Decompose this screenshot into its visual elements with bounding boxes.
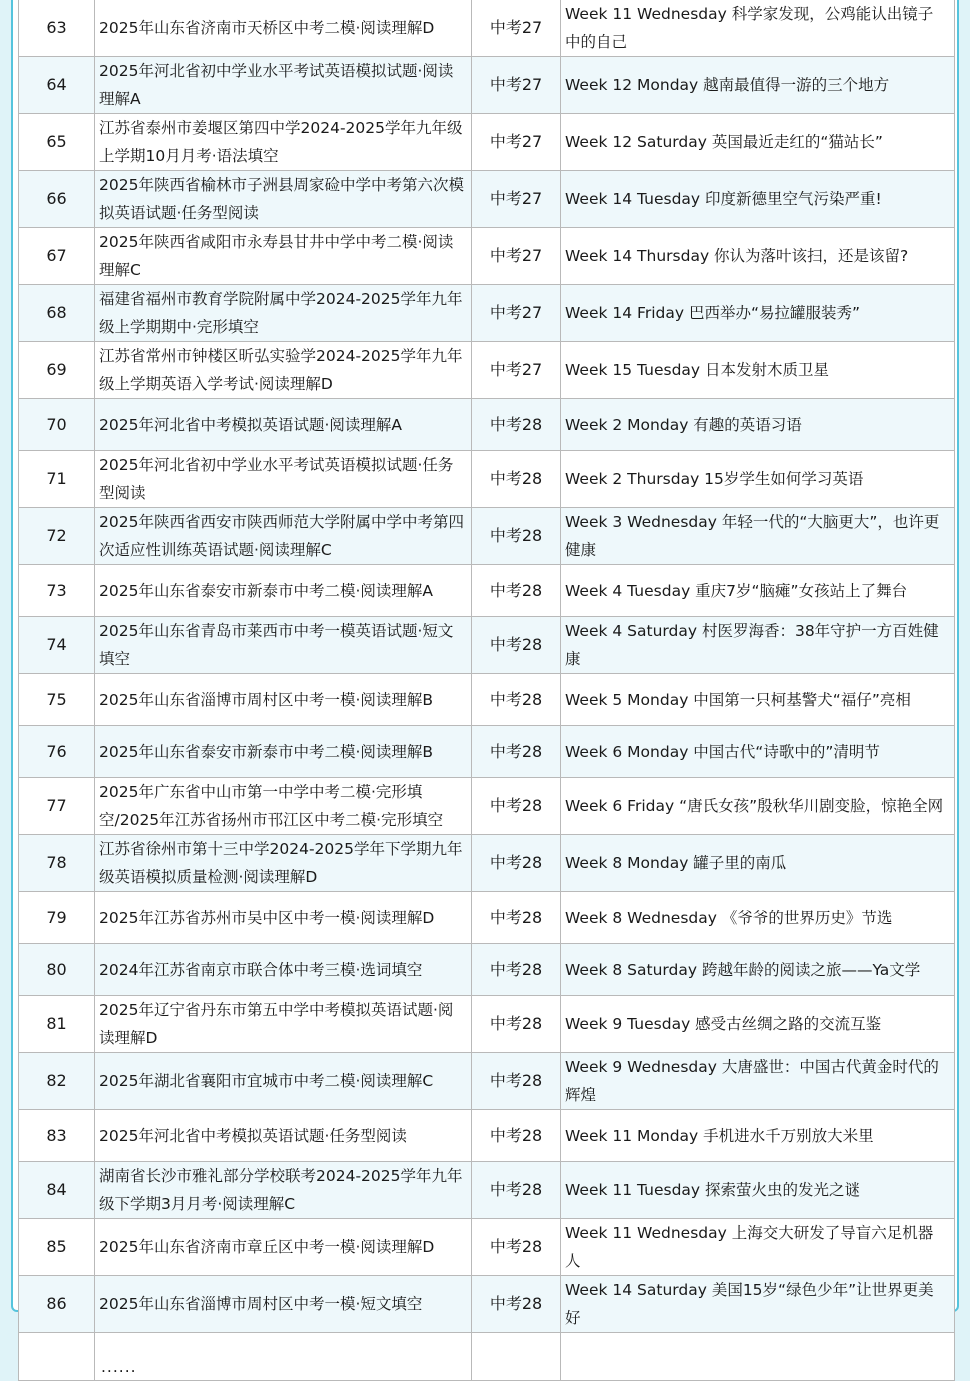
- table-row: [19, 1162, 955, 1219]
- row-week-topic: Week 9 Wednesday 大唐盛世：中国古代黄金时代的辉煌: [561, 1053, 955, 1110]
- row-grade: 中考28: [472, 674, 561, 726]
- table-row: [19, 944, 955, 996]
- row-grade: 中考28: [472, 835, 561, 892]
- row-source: 2025年陕西省榆林市子洲县周家硷中学中考第六次模拟英语试题·任务型阅读: [95, 171, 472, 228]
- row-number: 86: [19, 1276, 95, 1333]
- row-number: 84: [19, 1162, 95, 1219]
- row-source: 2024年江苏省南京市联合体中考三模·选词填空: [95, 944, 472, 996]
- row-number: 82: [19, 1053, 95, 1110]
- row-grade: 中考28: [472, 399, 561, 451]
- row-number: 85: [19, 1219, 95, 1276]
- row-number: 67: [19, 228, 95, 285]
- row-number: 68: [19, 285, 95, 342]
- row-number: 81: [19, 996, 95, 1053]
- row-grade: 中考27: [472, 57, 561, 114]
- row-source: 2025年江苏省苏州市吴中区中考一模·阅读理解D: [95, 892, 472, 944]
- table-row: [19, 1110, 955, 1162]
- table-row: [19, 892, 955, 944]
- row-number: 69: [19, 342, 95, 399]
- row-number: 72: [19, 508, 95, 565]
- table-row: [19, 726, 955, 778]
- row-week-topic: Week 2 Thursday 15岁学生如何学习英语: [561, 451, 955, 508]
- table-row: [19, 171, 955, 228]
- row-week-topic: Week 8 Wednesday 《爷爷的世界历史》节选: [561, 892, 955, 944]
- table-row: [19, 342, 955, 399]
- row-week-topic: Week 6 Monday 中国古代“诗歌中的”清明节: [561, 726, 955, 778]
- table-row: [19, 1219, 955, 1276]
- row-week-topic: Week 15 Tuesday 日本发射木质卫星: [561, 342, 955, 399]
- row-grade: 中考28: [472, 1219, 561, 1276]
- row-number: 74: [19, 617, 95, 674]
- row-source: 福建省福州市教育学院附属中学2024-2025学年九年级上学期期中·完形填空: [95, 285, 472, 342]
- table-row: [19, 0, 955, 57]
- row-grade: 中考27: [472, 0, 561, 57]
- row-number: 78: [19, 835, 95, 892]
- row-number: 73: [19, 565, 95, 617]
- row-week-topic: Week 4 Saturday 村医罗海香：38年守护一方百姓健康: [561, 617, 955, 674]
- ellipsis-cell-grade: [472, 1333, 561, 1381]
- row-source: 江苏省常州市钟楼区昕弘实验学2024-2025学年九年级上学期英语入学考试·阅读理解D: [95, 342, 472, 399]
- row-source: 2025年山东省济南市天桥区中考二模·阅读理解D: [95, 0, 472, 57]
- table-row: [19, 996, 955, 1053]
- row-number: 76: [19, 726, 95, 778]
- row-grade: 中考27: [472, 285, 561, 342]
- row-grade: 中考27: [472, 342, 561, 399]
- row-week-topic: Week 11 Tuesday 探索萤火虫的发光之谜: [561, 1162, 955, 1219]
- ellipsis-cell-number: [19, 1333, 95, 1381]
- table-row: [19, 1276, 955, 1333]
- table-row: [19, 778, 955, 835]
- row-source: 2025年陕西省西安市陕西师范大学附属中学中考第四次适应性训练英语试题·阅读理解C: [95, 508, 472, 565]
- ellipsis-row: [19, 1333, 955, 1381]
- row-week-topic: Week 8 Monday 罐子里的南瓜: [561, 835, 955, 892]
- row-source: 2025年河北省初中学业水平考试英语模拟试题·阅读理解A: [95, 57, 472, 114]
- row-number: 70: [19, 399, 95, 451]
- row-source: 2025年山东省淄博市周村区中考一模·阅读理解B: [95, 674, 472, 726]
- row-grade: 中考28: [472, 1162, 561, 1219]
- row-number: 66: [19, 171, 95, 228]
- table-row: [19, 565, 955, 617]
- row-grade: 中考28: [472, 617, 561, 674]
- row-number: 77: [19, 778, 95, 835]
- table-row: [19, 1053, 955, 1110]
- row-source: 2025年山东省济南市章丘区中考一模·阅读理解D: [95, 1219, 472, 1276]
- row-number: 63: [19, 0, 95, 57]
- table-row: [19, 508, 955, 565]
- row-source: 江苏省徐州市第十三中学2024-2025学年下学期九年级英语模拟质量检测·阅读理解D: [95, 835, 472, 892]
- row-week-topic: Week 11 Wednesday 科学家发现，公鸡能认出镜子中的自己: [561, 0, 955, 57]
- row-source: 2025年河北省初中学业水平考试英语模拟试题·任务型阅读: [95, 451, 472, 508]
- row-number: 75: [19, 674, 95, 726]
- row-week-topic: Week 14 Thursday 你认为落叶该扫，还是该留?: [561, 228, 955, 285]
- row-week-topic: Week 3 Wednesday 年轻一代的“大脑更大”，也许更健康: [561, 508, 955, 565]
- row-source: 2025年河北省中考模拟英语试题·阅读理解A: [95, 399, 472, 451]
- row-number: 83: [19, 1110, 95, 1162]
- row-source: 湖南省长沙市雅礼部分学校联考2024-2025学年九年级下学期3月月考·阅读理解C: [95, 1162, 472, 1219]
- row-grade: 中考28: [472, 892, 561, 944]
- table-row: [19, 835, 955, 892]
- row-source: 2025年陕西省咸阳市永寿县甘井中学中考二模·阅读理解C: [95, 228, 472, 285]
- row-grade: 中考28: [472, 508, 561, 565]
- row-source: 2025年广东省中山市第一中学中考二模·完形填空/2025年江苏省扬州市邗江区中考二模·完形填空: [95, 778, 472, 835]
- row-week-topic: Week 11 Monday 手机进水千万别放大米里: [561, 1110, 955, 1162]
- row-grade: 中考27: [472, 228, 561, 285]
- article-source-table: [18, 0, 955, 1381]
- row-grade: 中考28: [472, 944, 561, 996]
- row-number: 64: [19, 57, 95, 114]
- row-grade: 中考28: [472, 565, 561, 617]
- table-row: [19, 399, 955, 451]
- row-grade: 中考28: [472, 726, 561, 778]
- row-grade: 中考28: [472, 1276, 561, 1333]
- row-number: 79: [19, 892, 95, 944]
- table-row: [19, 57, 955, 114]
- table-row: [19, 114, 955, 171]
- row-week-topic: Week 14 Friday 巴西举办“易拉罐服装秀”: [561, 285, 955, 342]
- row-week-topic: Week 2 Monday 有趣的英语习语: [561, 399, 955, 451]
- ellipsis-cell-source: [95, 1333, 472, 1381]
- row-number: 65: [19, 114, 95, 171]
- row-week-topic: Week 14 Tuesday 印度新德里空气污染严重!: [561, 171, 955, 228]
- row-week-topic: Week 4 Tuesday 重庆7岁“脑瘫”女孩站上了舞台: [561, 565, 955, 617]
- table-body: [19, 0, 955, 1333]
- row-number: 80: [19, 944, 95, 996]
- table-frame: [11, 0, 959, 1376]
- row-source: 2025年湖北省襄阳市宜城市中考二模·阅读理解C: [95, 1053, 472, 1110]
- row-source: 2025年山东省泰安市新泰市中考二模·阅读理解B: [95, 726, 472, 778]
- ellipsis-text: ......: [101, 1357, 137, 1376]
- row-source: 2025年山东省淄博市周村区中考一模·短文填空: [95, 1276, 472, 1333]
- row-grade: 中考28: [472, 1110, 561, 1162]
- table-row: [19, 451, 955, 508]
- table-row: [19, 228, 955, 285]
- row-week-topic: Week 6 Friday “唐氏女孩”殷秋华川剧变脸，惊艳全网: [561, 778, 955, 835]
- row-week-topic: Week 14 Saturday 美国15岁“绿色少年”让世界更美好: [561, 1276, 955, 1333]
- row-grade: 中考28: [472, 778, 561, 835]
- row-grade: 中考28: [472, 451, 561, 508]
- row-grade: 中考28: [472, 1053, 561, 1110]
- row-week-topic: Week 11 Wednesday 上海交大研发了导盲六足机器人: [561, 1219, 955, 1276]
- ellipsis-cell-week: [561, 1333, 955, 1381]
- row-week-topic: Week 12 Saturday 英国最近走红的“猫站长”: [561, 114, 955, 171]
- row-source: 2025年山东省青岛市莱西市中考一模英语试题·短文填空: [95, 617, 472, 674]
- row-week-topic: Week 5 Monday 中国第一只柯基警犬“福仔”亮相: [561, 674, 955, 726]
- row-week-topic: Week 8 Saturday 跨越年龄的阅读之旅——Ya文学: [561, 944, 955, 996]
- row-grade: 中考27: [472, 114, 561, 171]
- row-grade: 中考27: [472, 171, 561, 228]
- row-week-topic: Week 9 Tuesday 感受古丝绸之路的交流互鉴: [561, 996, 955, 1053]
- row-number: 71: [19, 451, 95, 508]
- row-week-topic: Week 12 Monday 越南最值得一游的三个地方: [561, 57, 955, 114]
- row-source: 2025年辽宁省丹东市第五中学中考模拟英语试题·阅读理解D: [95, 996, 472, 1053]
- row-source: 2025年山东省泰安市新泰市中考二模·阅读理解A: [95, 565, 472, 617]
- table-row: [19, 617, 955, 674]
- row-grade: 中考28: [472, 996, 561, 1053]
- row-source: 2025年河北省中考模拟英语试题·任务型阅读: [95, 1110, 472, 1162]
- table-row: [19, 285, 955, 342]
- table-row: [19, 674, 955, 726]
- row-source: 江苏省泰州市姜堰区第四中学2024-2025学年九年级上学期10月月考·语法填空: [95, 114, 472, 171]
